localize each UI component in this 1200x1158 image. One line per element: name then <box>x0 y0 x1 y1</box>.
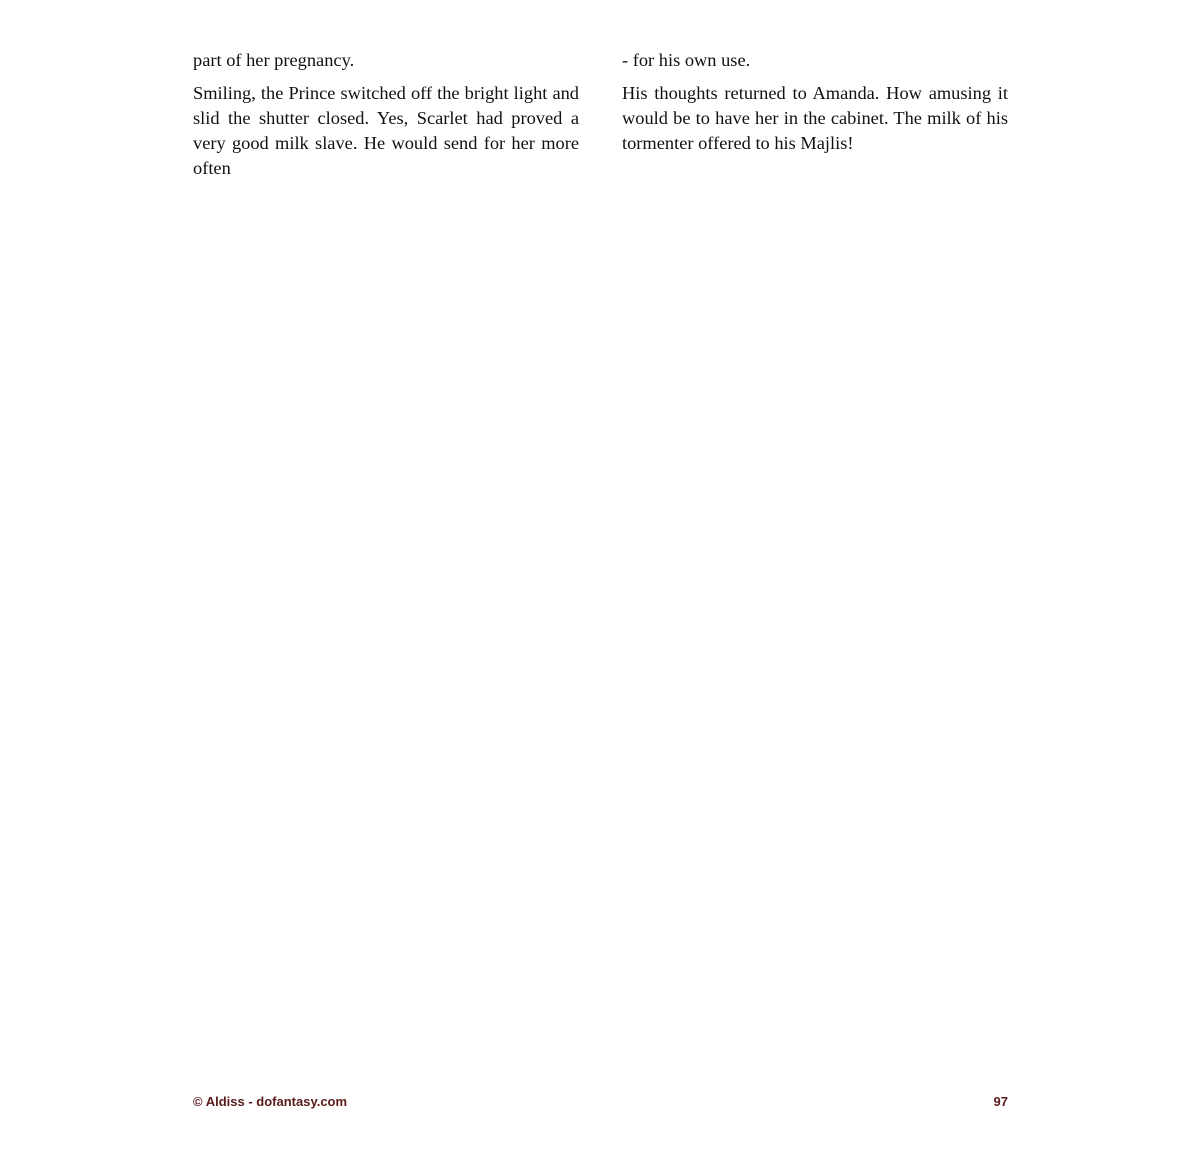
paragraph: Smiling, the Prince switched off the bright light and slid the shutter closed. Yes, Scarlet had proved a very good milk slave. He would send for her more often <box>193 83 579 178</box>
paragraph-continuation: part of her pregnancy. <box>193 50 355 70</box>
text-column-right <box>622 48 1008 164</box>
paragraph: His thoughts returned to Amanda. How amusing it would be to have her in the cabinet. The milk of his tormenter offered to his Majlis! <box>622 83 1008 153</box>
paragraph-continuation: - for his own use. <box>622 50 751 70</box>
footer-copyright: © Aldiss - dofantasy.com <box>193 1094 348 1109</box>
text-column-left <box>193 48 579 189</box>
page-number: 97 <box>993 1094 1008 1109</box>
